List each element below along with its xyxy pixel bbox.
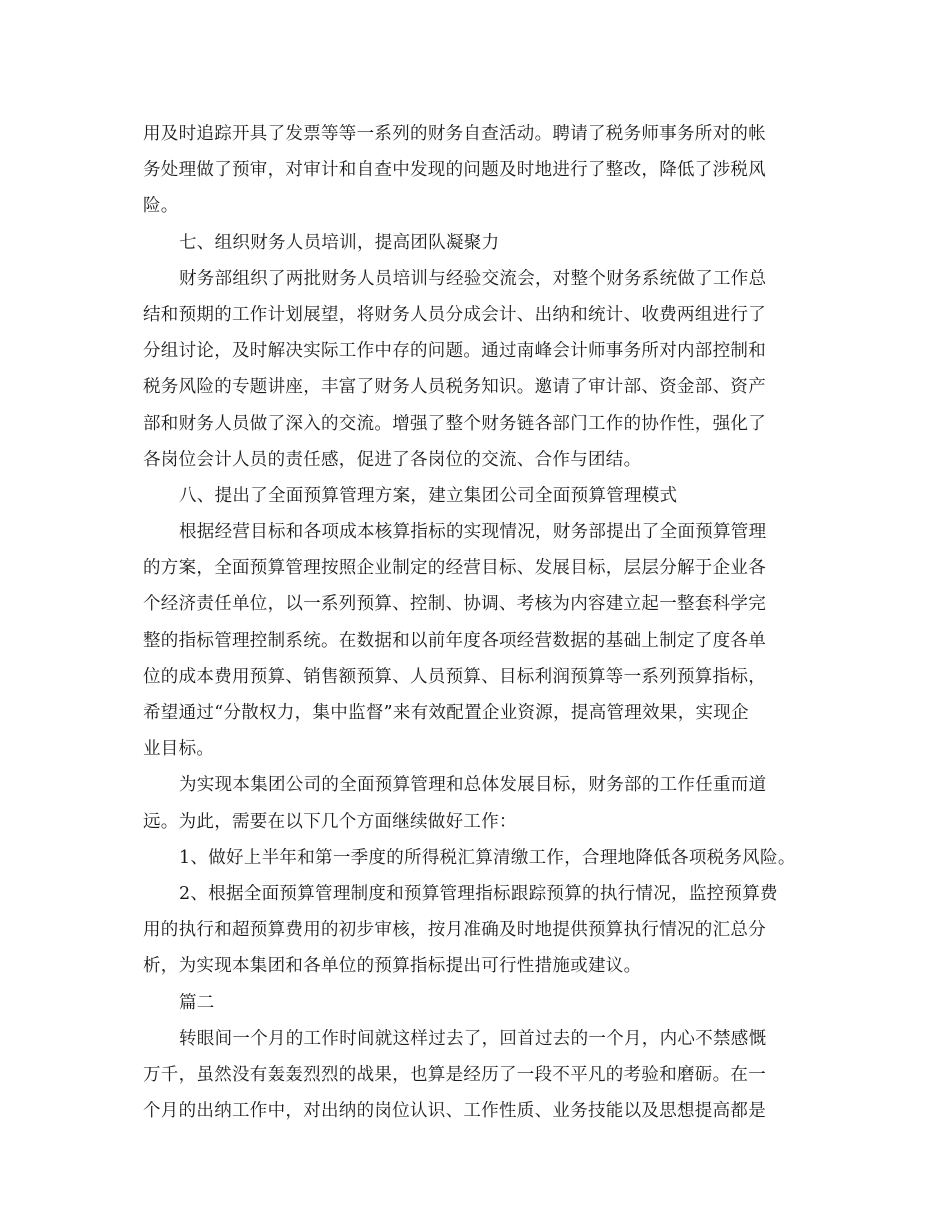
- text-line: 部和财务人员做了深入的交流。增强了整个财务链各部门工作的协作性，强化了: [143, 413, 766, 434]
- text-line: 用的执行和超预算费用的初步审核，按月准确及时地提供预算执行情况的汇总分: [143, 920, 766, 941]
- document-body: [143, 116, 813, 1129]
- text-line: 析，为实现本集团和各单位的预算指标提出可行性措施或建议。: [143, 956, 642, 977]
- text-line: 务处理做了预审，对审计和自查中发现的问题及时地进行了整改，降低了涉税风: [143, 160, 766, 181]
- text-line: 八、提出了全面预算管理方案，建立集团公司全面预算管理模式: [179, 485, 678, 506]
- text-line: 位的成本费用预算、销售额预算、人员预算、目标利润预算等一系列预算指标，: [143, 666, 766, 687]
- text-line: 希望通过“分散权力，集中监督”来有效配置企业资源，提高管理效果，实现企: [143, 703, 749, 723]
- text-line: 财务部组织了两批财务人员培训与经验交流会，对整个财务系统做了工作总: [179, 268, 767, 289]
- text-line: 业目标。: [143, 739, 215, 760]
- text-line: 各岗位会计人员的责任感，促进了各岗位的交流、合作与团结。: [143, 449, 642, 470]
- text-line: 个月的出纳工作中，对出纳的岗位认识、工作性质、业务技能以及思想提高都是: [143, 1101, 766, 1122]
- text-line: 篇二: [179, 992, 215, 1013]
- text-line: 根据经营目标和各项成本核算指标的实现情况，财务部提出了全面预算管理: [179, 522, 767, 543]
- text-line: 整的指标管理控制系统。在数据和以前年度各项经营数据的基础上制定了度各单: [143, 630, 766, 651]
- text-line: 结和预期的工作计划展望，将财务人员分成会计、出纳和统计、收费两组进行了: [143, 304, 766, 325]
- text-line: 1、做好上半年和第一季度的所得税汇算清缴工作，合理地降低各项税务风险。: [179, 847, 796, 868]
- text-line: 转眼间一个月的工作时间就这样过去了，回首过去的一个月，内心不禁感慨: [179, 1028, 767, 1049]
- text-line: 险。: [143, 196, 179, 217]
- text-line: 用及时追踪开具了发票等等一系列的财务自查活动。聘请了税务师事务所对的帐: [143, 124, 766, 144]
- text-line: 2、根据全面预算管理制度和预算管理指标跟踪预算的执行情况，监控预算费: [179, 883, 778, 904]
- text-line: 万千，虽然没有轰轰烈烈的战果，也算是经历了一段不平凡的考验和磨砺。在一: [143, 1064, 766, 1085]
- text-line: 远。为此，需要在以下几个方面继续做好工作：: [143, 811, 517, 832]
- text-line: 个经济责任单位，以一系列预算、控制、协调、考核为内容建立起一整套科学完: [143, 594, 766, 615]
- text-line: 分组讨论，及时解决实际工作中存的问题。通过南峰会计师事务所对内部控制和: [143, 341, 766, 362]
- text-line: 的方案，全面预算管理按照企业制定的经营目标、发展目标，层层分解于企业各: [143, 558, 766, 579]
- text-line: 为实现本集团公司的全面预算管理和总体发展目标，财务部的工作任重而道: [179, 775, 767, 796]
- text-line: 税务风险的专题讲座，丰富了财务人员税务知识。邀请了审计部、资金部、资产: [143, 377, 766, 398]
- text-line: 七、组织财务人员培训，提高团队凝聚力: [179, 232, 500, 253]
